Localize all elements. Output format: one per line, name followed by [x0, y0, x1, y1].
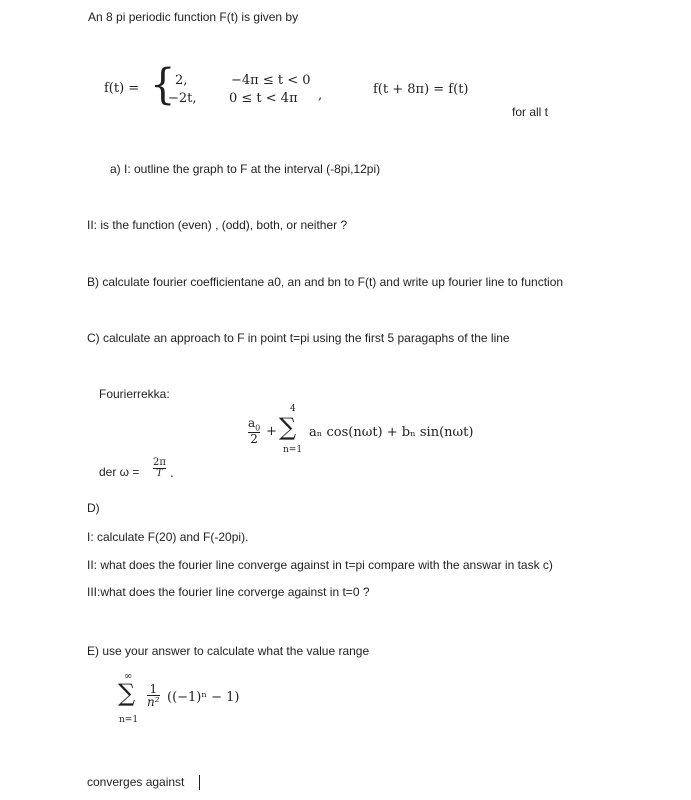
function-comma: , — [318, 88, 323, 103]
function-lhs: f(t) = — [104, 81, 140, 96]
sum-lower-limit: n=1 — [283, 445, 303, 455]
plus-sign: + — [266, 424, 277, 439]
text-cursor — [199, 775, 200, 790]
fourier-label: Fourierrekka: — [99, 387, 170, 401]
a0-denominator: 2 — [250, 432, 258, 447]
part-d-i: I: calculate F(20) and F(-20pi). — [87, 530, 249, 544]
case1-condition: −4π ≤ t < 0 — [231, 73, 311, 88]
part-d-ii: II: what does the fourier line converge against in t=pi compare with the answar in task c) — [87, 558, 553, 572]
task-a-ii: II: is the function (even) , (odd), both, or neither ? — [87, 218, 348, 232]
part-d-heading: D) — [87, 501, 100, 515]
e-denominator: n² — [147, 695, 160, 709]
sum-upper-limit: 4 — [290, 404, 296, 414]
a0-subscript: 0 — [255, 423, 261, 433]
left-brace: { — [150, 60, 176, 110]
task-c: C) calculate an approach to F in point t=pi using the first 5 paragaphs of the line — [87, 331, 510, 345]
omega-denominator: T — [156, 468, 163, 479]
omega-fraction — [153, 458, 166, 479]
omega-period: . — [170, 466, 174, 480]
task-a-i: a) I: outline the graph to F at the interval (-8pi,12pi) — [110, 162, 381, 176]
fourier-terms: aₙ cos(nωt) + bₙ sin(nωt) — [309, 425, 474, 440]
part-e-text: E) use your answer to calculate what the value range — [87, 644, 370, 658]
e-expression: ((−1)ⁿ − 1) — [167, 690, 240, 705]
case2-value: −2t, — [168, 91, 197, 106]
part-d-iii: III:what does the fourier line corverge against in t=0 ? — [87, 585, 370, 599]
intro-text: An 8 pi periodic function F(t) is given by — [88, 10, 299, 24]
for-all-text: for all t — [512, 105, 549, 119]
omega-numerator: 2π — [153, 457, 166, 468]
e-sum-lower-limit: n=1 — [119, 715, 139, 725]
case2-condition: 0 ≤ t < 4π — [229, 91, 298, 106]
case1-value: 2, — [175, 73, 188, 88]
periodic-condition: f(t + 8π) = f(t) — [373, 82, 469, 97]
converges-text: converges against — [87, 775, 185, 789]
e-sigma-symbol: ∑ — [118, 679, 136, 707]
e-fraction — [147, 683, 160, 708]
e-numerator: 1 — [149, 682, 158, 696]
e-sum-upper-limit: ∞ — [124, 671, 133, 682]
a0-symbol: a — [248, 416, 256, 430]
omega-label: der ω = — [99, 465, 140, 479]
sigma-symbol: ∑ — [279, 413, 297, 441]
task-b: B) calculate fourier coefficientane a0, an and bn to F(t) and write up fourier line to function — [87, 275, 564, 289]
a0-over-2 — [248, 417, 260, 445]
